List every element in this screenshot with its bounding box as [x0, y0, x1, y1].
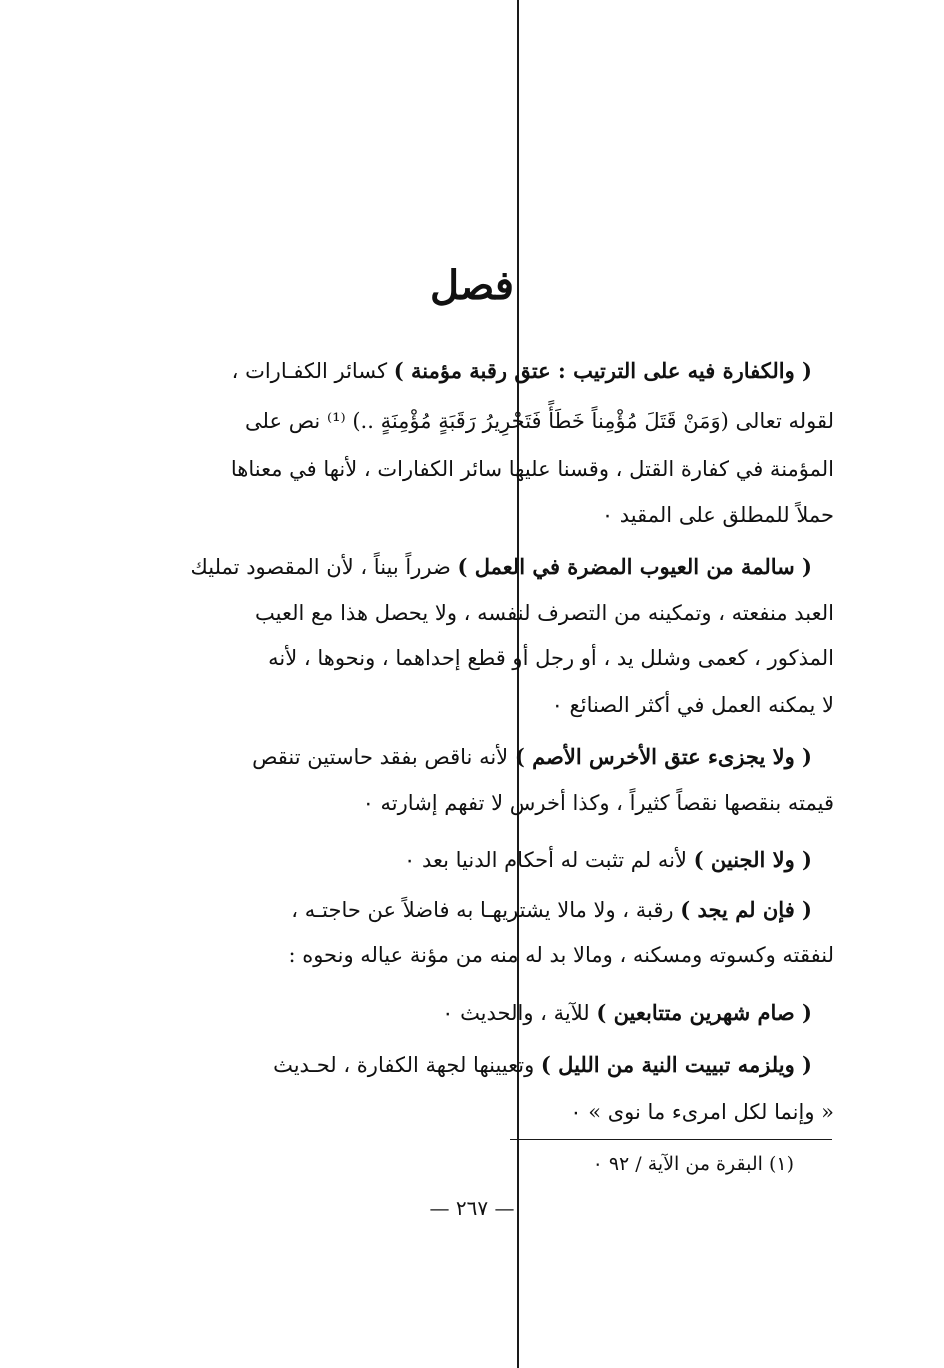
paragraph-2-line-3 — [268, 643, 834, 673]
paragraph-5-line-1 — [291, 895, 812, 925]
paragraph-3-line-2 — [363, 788, 834, 818]
paragraph-1-line-2 — [245, 406, 834, 436]
line-text: المذكور ، كعمى وشلل يد ، أو رجل أو قطع إحداهما ، ونحوها ، لأنه — [268, 646, 834, 670]
paragraph-2-line-4 — [552, 690, 834, 720]
paragraph-7-line-2 — [570, 1097, 834, 1127]
line-text: ضرراً بيناً ، لأن المقصود تمليك — [190, 555, 458, 579]
line-text: المؤمنة في كفارة القتل ، وقسنا عليها سائر الكفارات ، لأنها في معناها — [230, 457, 834, 481]
line-text: لا يمكنه العمل في أكثر الصنائع ٠ — [551, 693, 834, 717]
center-vertical-line — [517, 0, 519, 1368]
paragraph-2-line-2 — [255, 598, 834, 628]
line-text: لنفقته وكسوته ومسكنه ، ومالا بد له منه من مؤنة عياله ونحوه : — [288, 943, 834, 967]
line-text: لأنه ناقص بفقد حاستين تنقص — [252, 745, 515, 769]
line-text: حملاً للمطلق على المقيد ٠ — [601, 503, 834, 527]
paragraph-1-line-4 — [602, 500, 834, 530]
line-text: العبد منفعته ، وتمكينه من التصرف لنفسه ، ولا يحصل هذا مع العيب — [254, 601, 834, 625]
bold-heading: ( ويلزمه تبييت النية من الليل ) — [540, 1052, 812, 1077]
bold-heading: ( صام شهرين متتابعين ) — [596, 1000, 812, 1025]
paragraph-5-line-2 — [288, 940, 834, 970]
footnote: (١) البقرة من الآية / ٩٢ ٠ — [592, 1153, 794, 1175]
line-text: لقوله تعالى (وَمَنْ قَتَلَ مُؤْمِناً خَطَأً فَتَحْرِيرُ رَقَبَةٍ مُؤْمِنَةٍ ..) ⁽¹⁾ نص على — [245, 409, 834, 433]
line-text: « وإنما لكل امرىء ما نوى » ٠ — [570, 1100, 834, 1124]
paragraph-1-line-1 — [232, 356, 812, 386]
line-text: للآية ، والحديث ٠ — [442, 1001, 597, 1025]
paragraph-2-line-1 — [191, 552, 812, 582]
section-title: فصل — [429, 262, 515, 309]
line-text: رقبة ، ولا مالا يشتريهـا به فاضلاً عن حاجتـه ، — [291, 898, 681, 922]
page-number: — ٢٦٧ — — [429, 1196, 515, 1220]
line-text: وتعيينها لجهة الكفارة ، لحـديث — [273, 1053, 541, 1077]
paragraph-4-line-1 — [404, 845, 812, 875]
paragraph-7-line-1 — [273, 1050, 812, 1080]
bold-heading: ( فإن لم يجد ) — [680, 897, 812, 922]
paragraph-3-line-1 — [252, 742, 812, 772]
line-text: لأنه لم تثبت له أحكام الدنيا بعد ٠ — [404, 848, 694, 872]
paragraph-6-line-1 — [442, 998, 812, 1028]
bold-heading: ( ولا الجنين ) — [693, 847, 812, 872]
bold-heading: ( والكفارة فيه على الترتيب : عتق رقبة مؤمنة ) — [393, 358, 812, 383]
footnote-separator — [510, 1139, 832, 1140]
bold-heading: ( سالمة من العيوب المضرة في العمل ) — [457, 554, 812, 579]
paragraph-1-line-3 — [231, 454, 834, 484]
line-text: كسائر الكفـارات ، — [231, 359, 394, 383]
bold-heading: ( ولا يجزىء عتق الأخرس الأصم ) — [514, 744, 812, 769]
line-text: قيمته بنقصها نقصاً كثيراً ، وكذا أخرس لا تفهم إشارته ٠ — [362, 791, 834, 815]
